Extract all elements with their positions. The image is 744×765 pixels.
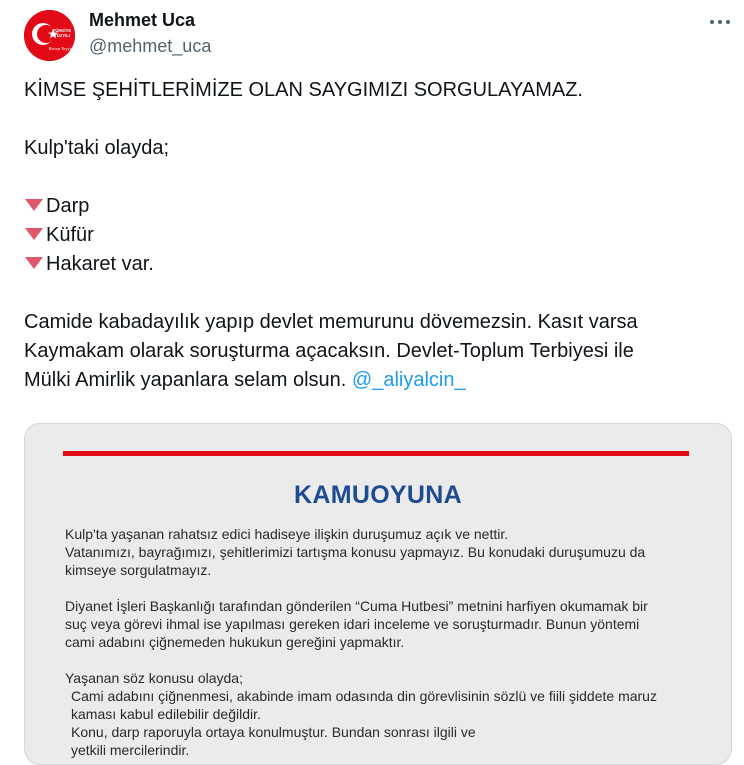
svg-text:Recep Tayyip: Recep Tayyip: [48, 46, 74, 51]
author-display-name[interactable]: Mehmet Uca: [89, 10, 196, 30]
document-line: kaması kabul edilebilir değildir.: [71, 706, 261, 722]
author-handle[interactable]: @mehmet_uca: [89, 36, 212, 56]
bullet-item: [24, 221, 724, 250]
document-red-rule: [63, 451, 689, 456]
document-line: Vatanımızı, bayrağımızı, şehitlerimizi tartışma konusu yapmayız. Bu konudaki duruşumuzu da: [65, 544, 646, 560]
svg-text:YÜZYILI: YÜZYILI: [53, 33, 71, 38]
document-title: KAMUOYUNA: [294, 481, 462, 509]
avatar[interactable]: [24, 10, 75, 61]
more-options-button[interactable]: [704, 12, 736, 32]
red-down-triangle-icon: [24, 256, 44, 270]
tweet-paragraph-line: Camide kabadayılık yapıp devlet memurunu dövemezsin. Kasıt varsa: [24, 311, 638, 333]
tweet-intro: Kulp'taki olayda;: [24, 137, 170, 159]
document-line: Konu, darp raporuyla ortaya konulmuştur. Bundan sonrası ilgili ve: [71, 724, 476, 740]
document-line: yetkili mercilerindir.: [71, 742, 190, 758]
document-body: [65, 525, 705, 759]
attached-image[interactable]: [24, 423, 732, 765]
document-line: Cami adabını çiğnenmesi, akabinde imam odasında din görevlisinin sözlü ve fiili şiddete maruz: [71, 688, 657, 704]
document-line: kimseye sorgulatmayız.: [65, 562, 212, 578]
tweet-headline: KİMSE ŞEHİTLERİMİZE OLAN SAYGIMIZI SORGULAYAMAZ.: [24, 79, 583, 101]
red-down-triangle-icon: [24, 227, 44, 241]
bullet-text: Darp: [46, 195, 90, 217]
tweet-paragraph-text: Mülki Amirlik yapanlara selam olsun.: [24, 369, 347, 391]
tweet-paragraph-line: [24, 366, 724, 395]
document-line: cami adabını çiğnemeden hukukun gereğini yapmaktır.: [65, 634, 405, 650]
bullet-item: [24, 250, 724, 279]
document-line: Diyanet İşleri Başkanlığı tarafından gönderilen “Cuma Hutbesi” metnini harfiyen okumamak bir: [65, 598, 648, 614]
document-line: Kulp'ta yaşanan rahatsız edici hadiseye ilişkin duruşumuz açık ve nettir.: [65, 526, 509, 542]
mention-link[interactable]: @_aliyalcin_: [351, 369, 466, 391]
red-down-triangle-icon: [24, 198, 44, 212]
bullet-item: [24, 192, 724, 221]
document-line: Yaşanan söz konusu olayda;: [65, 670, 243, 686]
more-dots-icon: [709, 19, 731, 25]
document-line: suç veya görevi ihmal ise yapılması gereken idari inceleme ve soruşturmadır. Bunun yöntemi: [65, 616, 640, 632]
turkiye-yuzyili-logo-icon: [24, 10, 75, 61]
tweet-text: [24, 76, 724, 395]
bullet-text: Küfür: [46, 224, 94, 246]
tweet-paragraph-line: Kaymakam olarak soruşturma açacaksın. Devlet-Toplum Terbiyesi ile: [24, 340, 634, 362]
bullet-text: Hakaret var.: [46, 253, 154, 275]
svg-text:TÜRKİYE: TÜRKİYE: [52, 28, 72, 33]
